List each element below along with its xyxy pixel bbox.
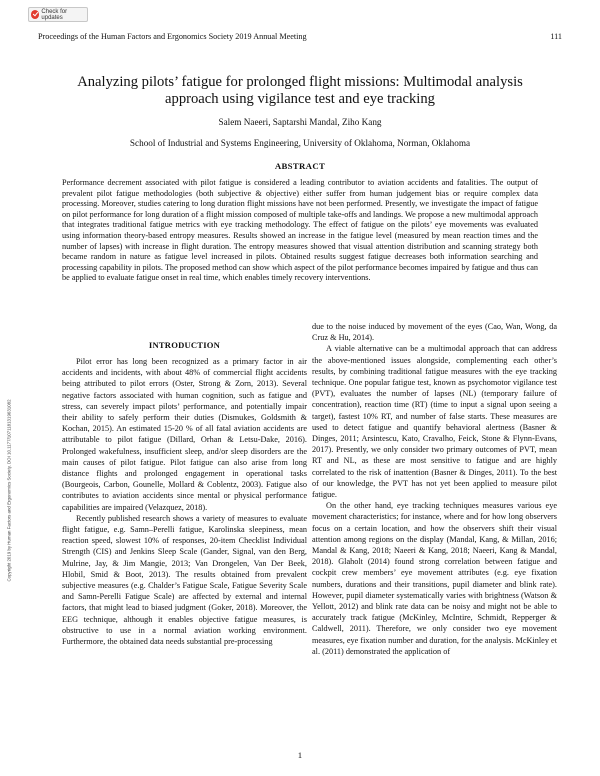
side-copyright-text: Copyright 2019 by Human Factors and Ergonomics Society. DOI 10.1177/1071181319631082 (6, 398, 12, 582)
journal-name: Proceedings of the Human Factors and Ergonomics Society 2019 Annual Meeting (38, 31, 307, 41)
introduction-heading: INTRODUCTION (148, 340, 221, 350)
left-paragraph-2: Recently published research shows a variety of measures to evaluate flight fatigue, e.g. Samn–Perelli fatigue, Karolinska sleepiness, mean reaction speed, slowest 10% of responses, 20-item Checklist Individual Strength (CIS) and Jenkins Sleep Scale (Gander, Signal, van den Berg, Mulrine, Jay, & Jim Mangie, 2013; Van Drongelen, Van Der Beek, Hlobil, Smid & Boot, 2013). The results obtained from prevalent subjective measures (e.g. Chalder’s Fatigue Scale, Fatigue Severity Scale and Samn-Perelli Fatigue Scale) are affected by external and internal factors, that might lead to biased judgment (Goker, 2018). Moreover, the EEG technique, although it enables objective fatigue measures, is obstructive to use in a normal aviation working environment. Furthermore, the obtained data needs substantial pre-processing (62, 513, 307, 647)
side-copyright (2, 300, 16, 680)
left-column (62, 322, 307, 647)
title-line-2: approach using vigilance test and eye tracking (165, 91, 435, 107)
title-line-1: Analyzing pilots’ fatigue for prolonged flight missions: Multimodal analysis (77, 74, 523, 90)
author-list: Salem Naeeri, Saptarshi Mandal, Ziho Kang (218, 117, 382, 127)
affiliation: School of Industrial and Systems Engineering, University of Oklahoma, Norman, Oklahoma (129, 138, 471, 148)
right-column (312, 321, 557, 657)
abstract-heading: ABSTRACT (274, 161, 326, 171)
right-paragraph-2: A viable alternative can be a multimodal approach that can address the above-mentioned issues alongside, complementing each other’s results, by combining traditional fatigue measures with the eye tracking technique. One popular fatigue test, known as psychomotor vigilance test (PVT), evaluates the number of lapses (NL) (temporary failure of concentration), reaction time (RT) (time to input a signal upon seeing a target), fastest 10% RT, and number of false starts. These measures are used to detect fatigue and quantify behavioral alertness (Basner & Dinges, 2011; Arsintescu, Kato, Cravalho, Feick, Stone & Flynn-Evans, 2017). Presently, we only consider two primary outcomes of PVT, mean RT and NL, as these are most sensitive to fatigue and are highly correlated to the risk of inattention (Basner & Dinges, 2011). To the best of our knowledge, the PVT has not yet been applied to measure pilot fatigue. (312, 344, 557, 500)
right-paragraph-1: due to the noise induced by movement of the eyes (Cao, Wan, Wong, da Cruz & Hu, 2014). (312, 322, 557, 343)
right-paragraph-3: On the other hand, eye tracking techniques measures various eye movement characteristics; for instance, where and for how long observers focus on a certain location, and how the observers shift their visual attention among regions on the display (Mandal, Kang, & Millan, 2016; Mandal & Kang, 2018; Naeeri & Kang, 2018; Naeeri, Kang & Mandal, 2018). Glaholt (2014) found strong correlation between fatigue and cockpit crew members’ eye movement attributes (e.g. eye fixation numbers, durations and their transitions, pupil diameter and blink rate). However, pupil diameter systematically varies with brightness (Watson & Yellott, 2012) and blink rate data can be noisy and might not be able to accurately track fatigue (McKinley, McIntire, Schmidt, Repperger & Caldwell, 2011). Therefore, we only consider two eye movement measures, eye fixation number and duration, for the analysis. McKinley et al. (2011) demonstrated the application of (312, 501, 557, 656)
left-paragraph-1: Pilot error has long been recognized as a primary factor in air accidents and incidents, with about 48% of commercial flight accidents being attributed to pilot errors (Oster, Strong & Zorn, 2013). Several negative factors associated with human cognition, such as fatigue and stress, can severely impact pilots’ performance, and potentially impair their ability to safely perform their duties (Dismukes, Goldsmith & Kochan, 2015). An estimated 15-20 % of all fatal aviation accidents are attributable to pilot fatigue (Dillard, Orhan & Letsu-Dake, 2016). Prolonged wakefulness, insufficient sleep, and/or sleep disorders are the main causes of pilot fatigue. Pilot fatigue can also arise from long distance flights and prolonged engagement in operational tasks (Bourgeois, Carbon, Gounelle, Mollard & Coblentz, 2003). Fatigue also contributes to aviation accidents since mental or physical performance capabilities are impaired (Velazquez, 2018). (62, 357, 307, 512)
abstract-text: Performance decrement associated with pilot fatigue is considered a leading contributor to aviation accidents and fatalities. The output of prevalent pilot fatigue methodologies (both subjective & objective) either suffer from human judgement bias or require complex data processing. Moreover, studies catering to long duration flight missions have not been performed. Presently, we investigate the impact of fatigue on pilot performance for long duration of a flight mission composed of multiple take-offs and landings. We propose a new multimodal approach that integrates traditional fatigue metrics with eye tracking methodology. The effect of fatigue on the pilots’ eye movements was evaluated using information theory-based entropy measures. Results showed an increase in the fatigue level (measured by mean reaction times and the number of lapses) with increase in flight duration. The entropy measures showed that visual attention distribution and scanning strategy both became random in nature as fatigue level increased in pilots. Obtained results suggest fatigue decreases both information searching and processing capability in pilots. The proposed method can show which aspect of the pilot performance becomes impaired by fatigue and thus can be applied to evaluate fatigue onset in real time, which enables timely recovery interventions. (62, 178, 538, 283)
badge-label: Check for updates (41, 8, 68, 21)
header-page-number: 111 (550, 31, 562, 41)
check-circle-icon (31, 10, 39, 19)
footer-page-number: 1 (297, 750, 303, 760)
running-head (38, 30, 562, 42)
check-for-updates-badge[interactable] (28, 7, 88, 22)
paper-title (40, 74, 560, 108)
